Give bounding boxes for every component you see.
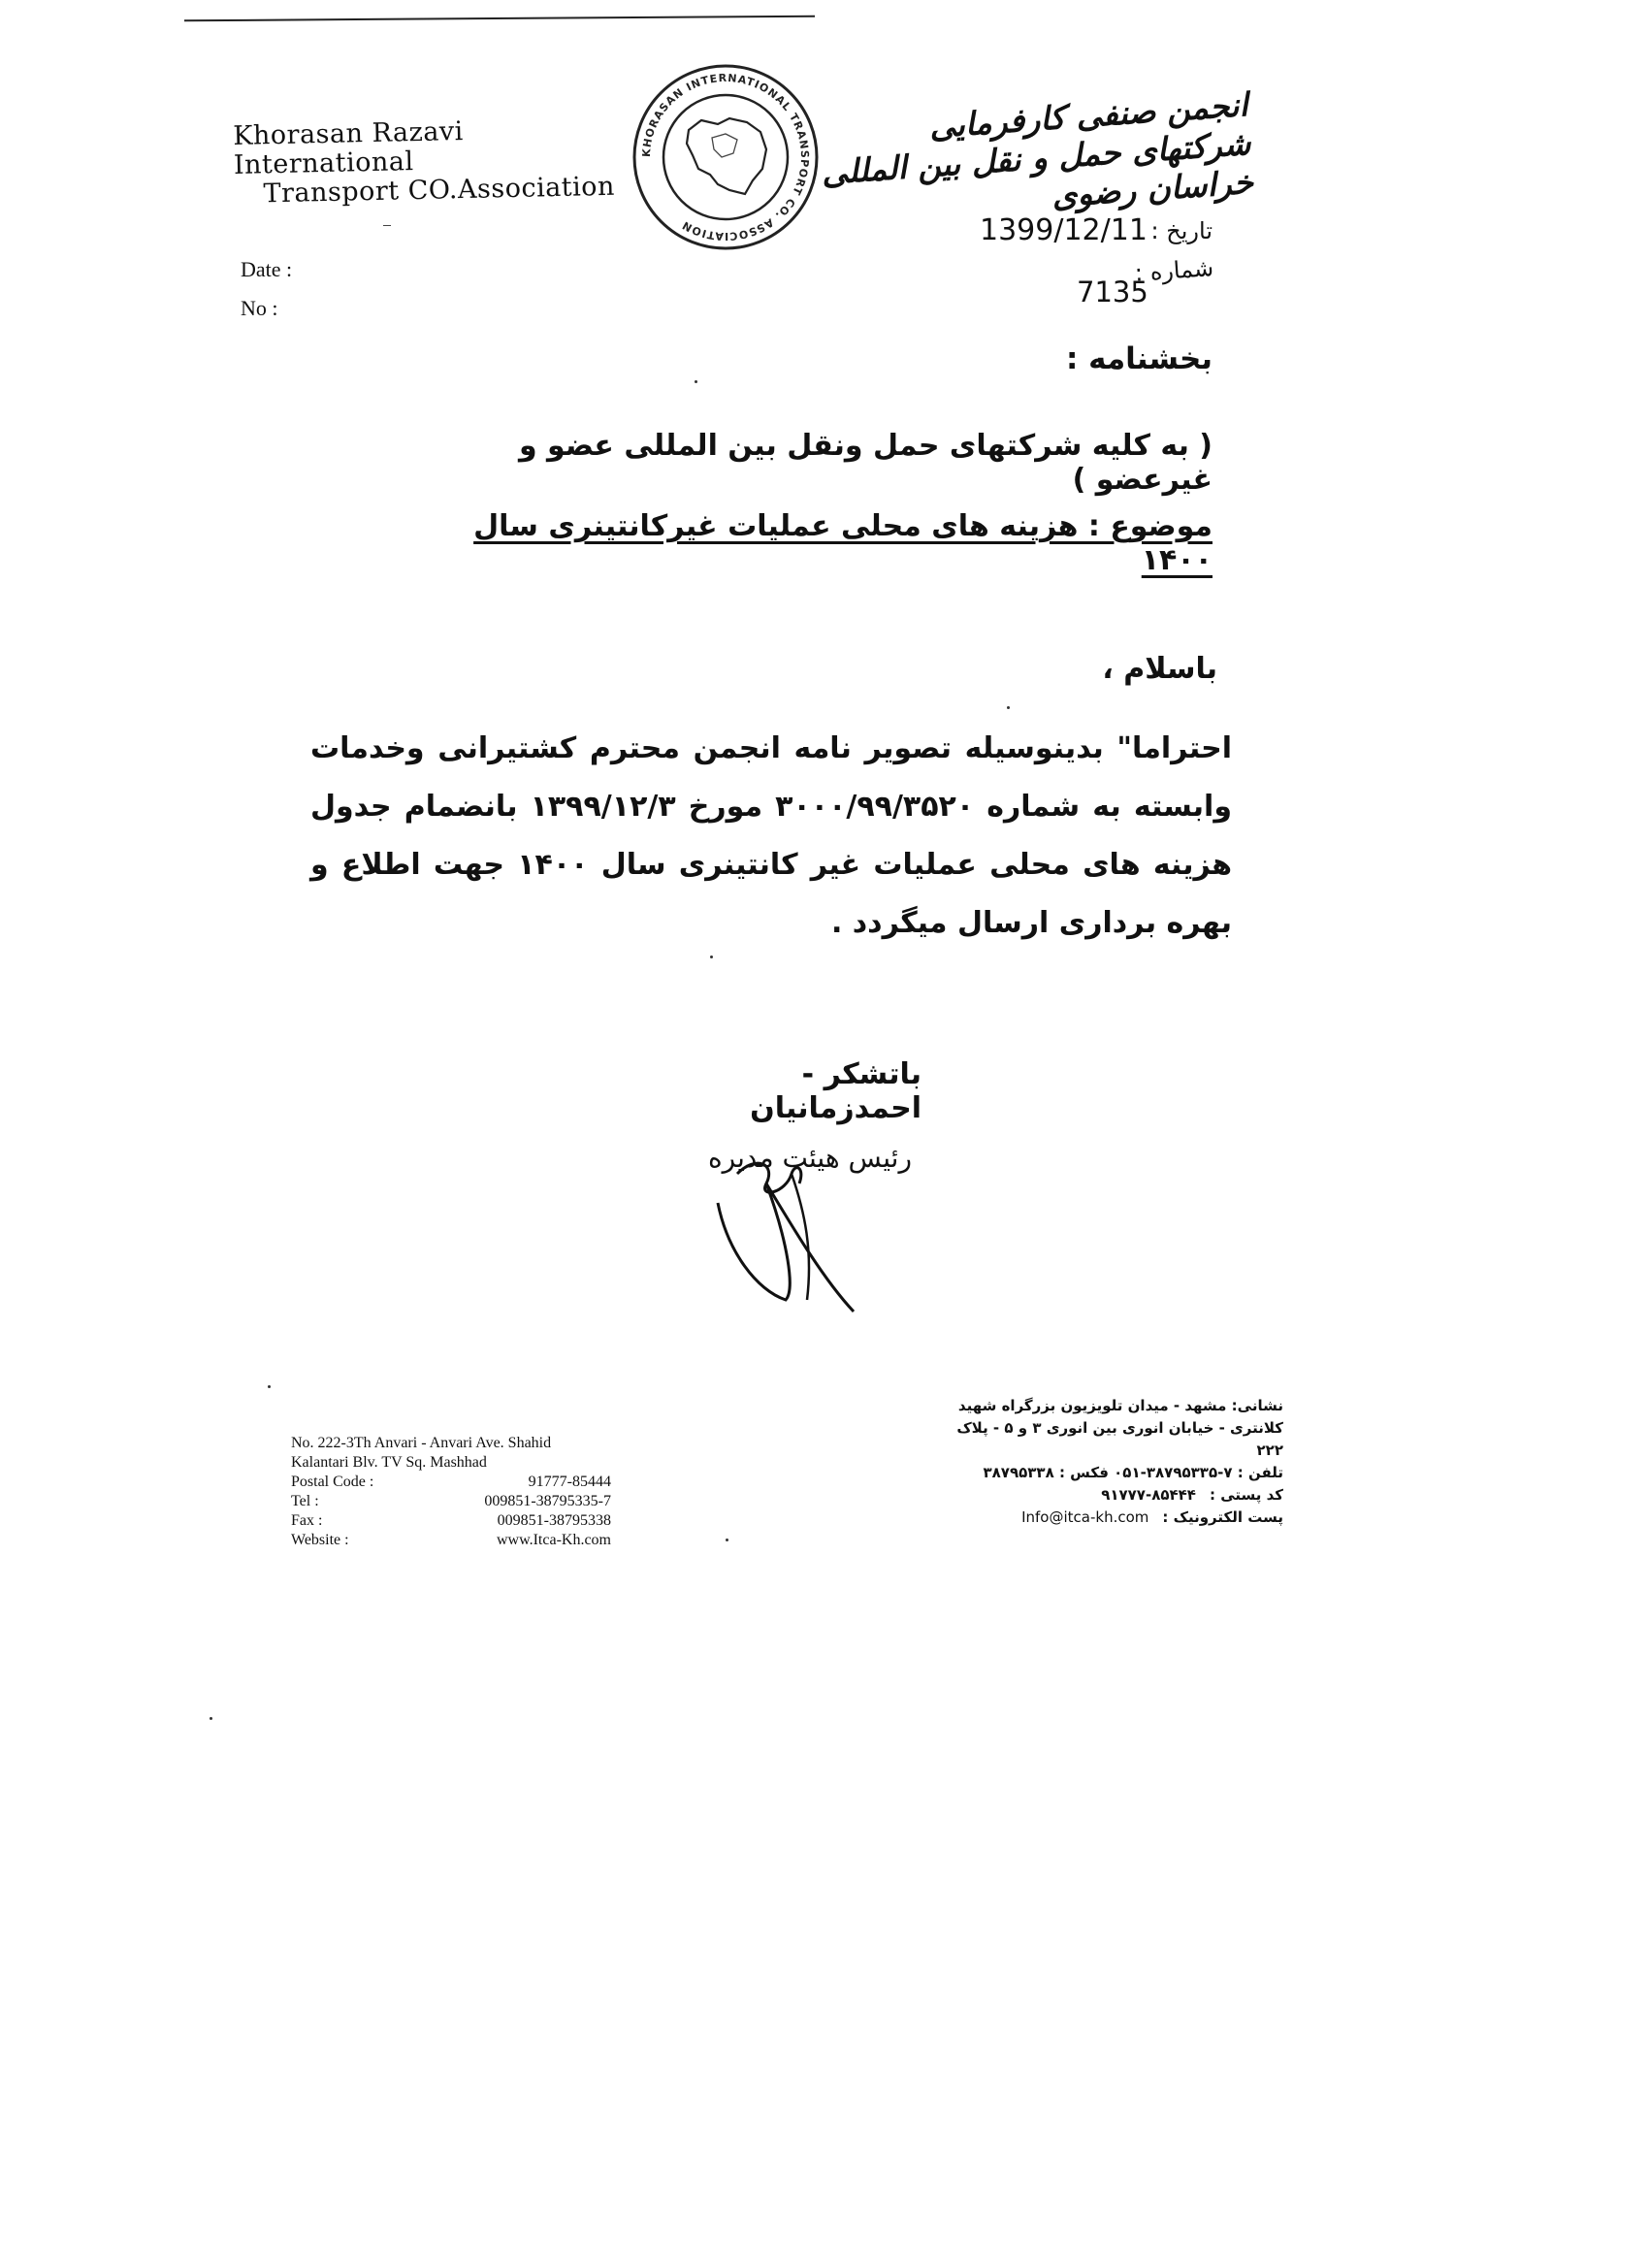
- footer-fa-address-line1: نشانی: مشهد - میدان تلویزیون بزرگراه شهید: [957, 1397, 1283, 1414]
- date-value: 1399/12/11: [980, 213, 1148, 247]
- email-label-fa: پست الکترونیک :: [1162, 1508, 1283, 1526]
- signature-icon: [698, 1145, 873, 1319]
- signer-title: رئیس هیئت مدیره: [707, 1142, 912, 1174]
- scan-speck: [268, 1385, 271, 1388]
- org-name-en-line2: Transport CO.Association: [263, 171, 616, 210]
- closing-line: باتشکر - احمدزمانیان: [750, 1057, 922, 1125]
- date-label-fa: تاریخ :: [1150, 217, 1212, 244]
- website-label-en: Website :: [291, 1532, 349, 1548]
- footer-fa: [955, 1395, 1283, 1529]
- footer-fa-address-line2: کلانتری - خیابان انوری بین انوری ۳ و ۵ - پلاک ۲۲۲: [956, 1419, 1283, 1459]
- scan-speck: [695, 380, 697, 383]
- tel-label-en: Tel :: [291, 1493, 319, 1509]
- subject-line: موضوع : هزینه های محلی عملیات غیرکانتینری سال ۱۴۰۰: [473, 509, 1212, 577]
- number-label-fa: شماره :: [1134, 254, 1214, 287]
- top-rule: [184, 16, 815, 22]
- postal-value-fa: ۹۱۷۷۷-۸۵۴۴۴: [1101, 1486, 1196, 1504]
- tel-value-en: 009851-38795335-7: [484, 1493, 611, 1509]
- footer-en: [291, 1434, 611, 1550]
- scan-speck: [1007, 706, 1010, 709]
- letter-body: احتراما" بدینوسیله تصویر نامه انجمن محترم کشتیرانی وخدمات وابسته به شماره ۳۰۰۰/۹۹/۳۵۲۰ مورخ ۱۳۹۹/۱۲/۳ بانضمام جدول هزینه های محلی عملیات غیر کانتینری سال ۱۴۰۰ جهت اطلاع و بهره برداری ارسال میگردد .: [310, 731, 1232, 940]
- scan-speck: [726, 1539, 728, 1541]
- org-name-fa: انجمن صنفی کارفرمایی شرکتهای حمل و نقل بین المللی خراسان رضوی: [820, 85, 1255, 215]
- footer-en-postal-row: [291, 1473, 611, 1492]
- iran-map-seal-icon: [629, 60, 823, 254]
- fax-value-en: 009851-38795338: [497, 1512, 611, 1529]
- number-value: 7135: [1077, 275, 1148, 308]
- org-name-en: [233, 113, 642, 210]
- greeting: باسلام ،: [1102, 652, 1217, 686]
- scan-speck: [210, 1717, 212, 1720]
- footer-fa-phone-line: تلفن : ۷-۳۸۷۹۵۳۳۵-۰۵۱ فکس : ۳۸۷۹۵۳۳۸: [983, 1464, 1283, 1481]
- footer-en-website-row: [291, 1531, 611, 1550]
- email-value-fa: Info@itca-kh.com: [1021, 1508, 1149, 1526]
- circular-title: بخشنامه :: [1065, 341, 1212, 376]
- no-label-en: No :: [241, 296, 278, 320]
- postal-value-en: 91777-85444: [528, 1474, 611, 1490]
- date-label-en: Date :: [241, 257, 293, 281]
- footer-en-tel-row: [291, 1492, 611, 1511]
- scan-speck: [710, 956, 713, 958]
- svg-text:KHORASAN INTERNATIONAL TRANSPO: KHORASAN INTERNATIONAL TRANSPORT CO. ASSOCIATION: [639, 71, 812, 243]
- fax-label-en: Fax :: [291, 1512, 323, 1529]
- postal-label-en: Postal Code :: [291, 1474, 374, 1490]
- org-name-en-line1: Khorasan Razavi International: [232, 116, 465, 180]
- scan-mark: [383, 225, 391, 226]
- recipient-line: ( به کلیه شرکتهای حمل ونقل بین المللی عضو و غیرعضو ): [518, 429, 1212, 497]
- postal-label-fa: کد پستی :: [1209, 1486, 1283, 1504]
- footer-en-fax-row: [291, 1511, 611, 1531]
- footer-en-address-line2: Kalantari Blv. TV Sq. Mashhad: [291, 1454, 487, 1471]
- footer-fa-email-row: [955, 1507, 1283, 1529]
- footer-fa-postal-row: [955, 1484, 1283, 1507]
- website-value-en: www.Itca-Kh.com: [496, 1532, 611, 1548]
- footer-en-address-line1: No. 222-3Th Anvari - Anvari Ave. Shahid: [291, 1435, 552, 1451]
